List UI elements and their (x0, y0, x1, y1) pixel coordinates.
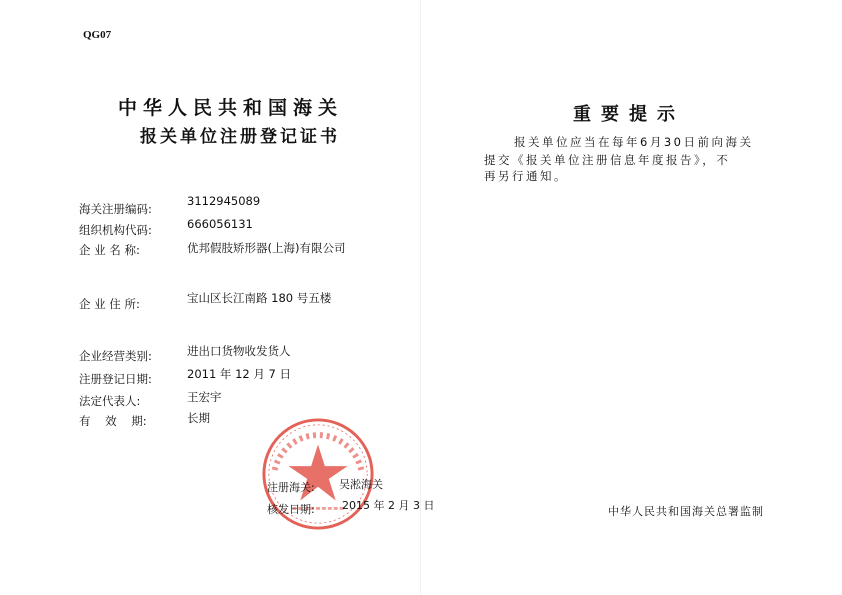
notice-line-3: 再另行通知。 (484, 169, 568, 183)
field-label-org-code: 组织机构代码: (79, 223, 152, 237)
field-label-business-type: 企业经营类别: (79, 349, 152, 363)
certificate-subtitle: 报关单位注册登记证书 (140, 127, 340, 147)
customs-office-label: 注册海关: (267, 481, 315, 494)
notice-line-1: 报关单位应当在每年6月30日前向海关 (514, 135, 754, 149)
certificate-title: 中华人民共和国海关 (118, 97, 344, 119)
field-value-validity: 长期 (187, 411, 210, 425)
notice-title: 重要提示 (573, 104, 685, 125)
field-value-org-code: 666056131 (187, 217, 253, 231)
field-value-registration-date: 2011 年 12 月 7 日 (187, 367, 291, 381)
field-label-validity: 有 效 期: (79, 414, 147, 428)
field-value-address: 宝山区长江南路 180 号五楼 (187, 291, 332, 305)
document-code: QG07 (83, 29, 112, 41)
field-label-address: 企 业 住 所: (79, 297, 140, 311)
field-label-registration-date: 注册登记日期: (79, 372, 152, 386)
field-value-business-type: 进出口货物收发货人 (187, 344, 291, 358)
supervisor-footer: 中华人民共和国海关总署监制 (608, 505, 764, 518)
field-label-legal-representative: 法定代表人: (79, 394, 141, 408)
field-value-customs-code: 3112945089 (187, 194, 261, 208)
field-label-customs-code: 海关注册编码: (79, 202, 152, 216)
notice-line-2: 提交《报关单位注册信息年度报告》，不 (484, 153, 731, 167)
field-label-company-name: 企 业 名 称: (79, 243, 140, 257)
customs-office-value: 吴淞海关 (339, 478, 383, 491)
field-value-legal-representative: 王宏宇 (187, 390, 222, 404)
issue-date-label: 核发日期: (267, 503, 315, 516)
field-value-company-name: 优邦假肢矫形器(上海)有限公司 (187, 241, 346, 255)
issue-date-value: 2015 年 2 月 3 日 (342, 499, 435, 512)
